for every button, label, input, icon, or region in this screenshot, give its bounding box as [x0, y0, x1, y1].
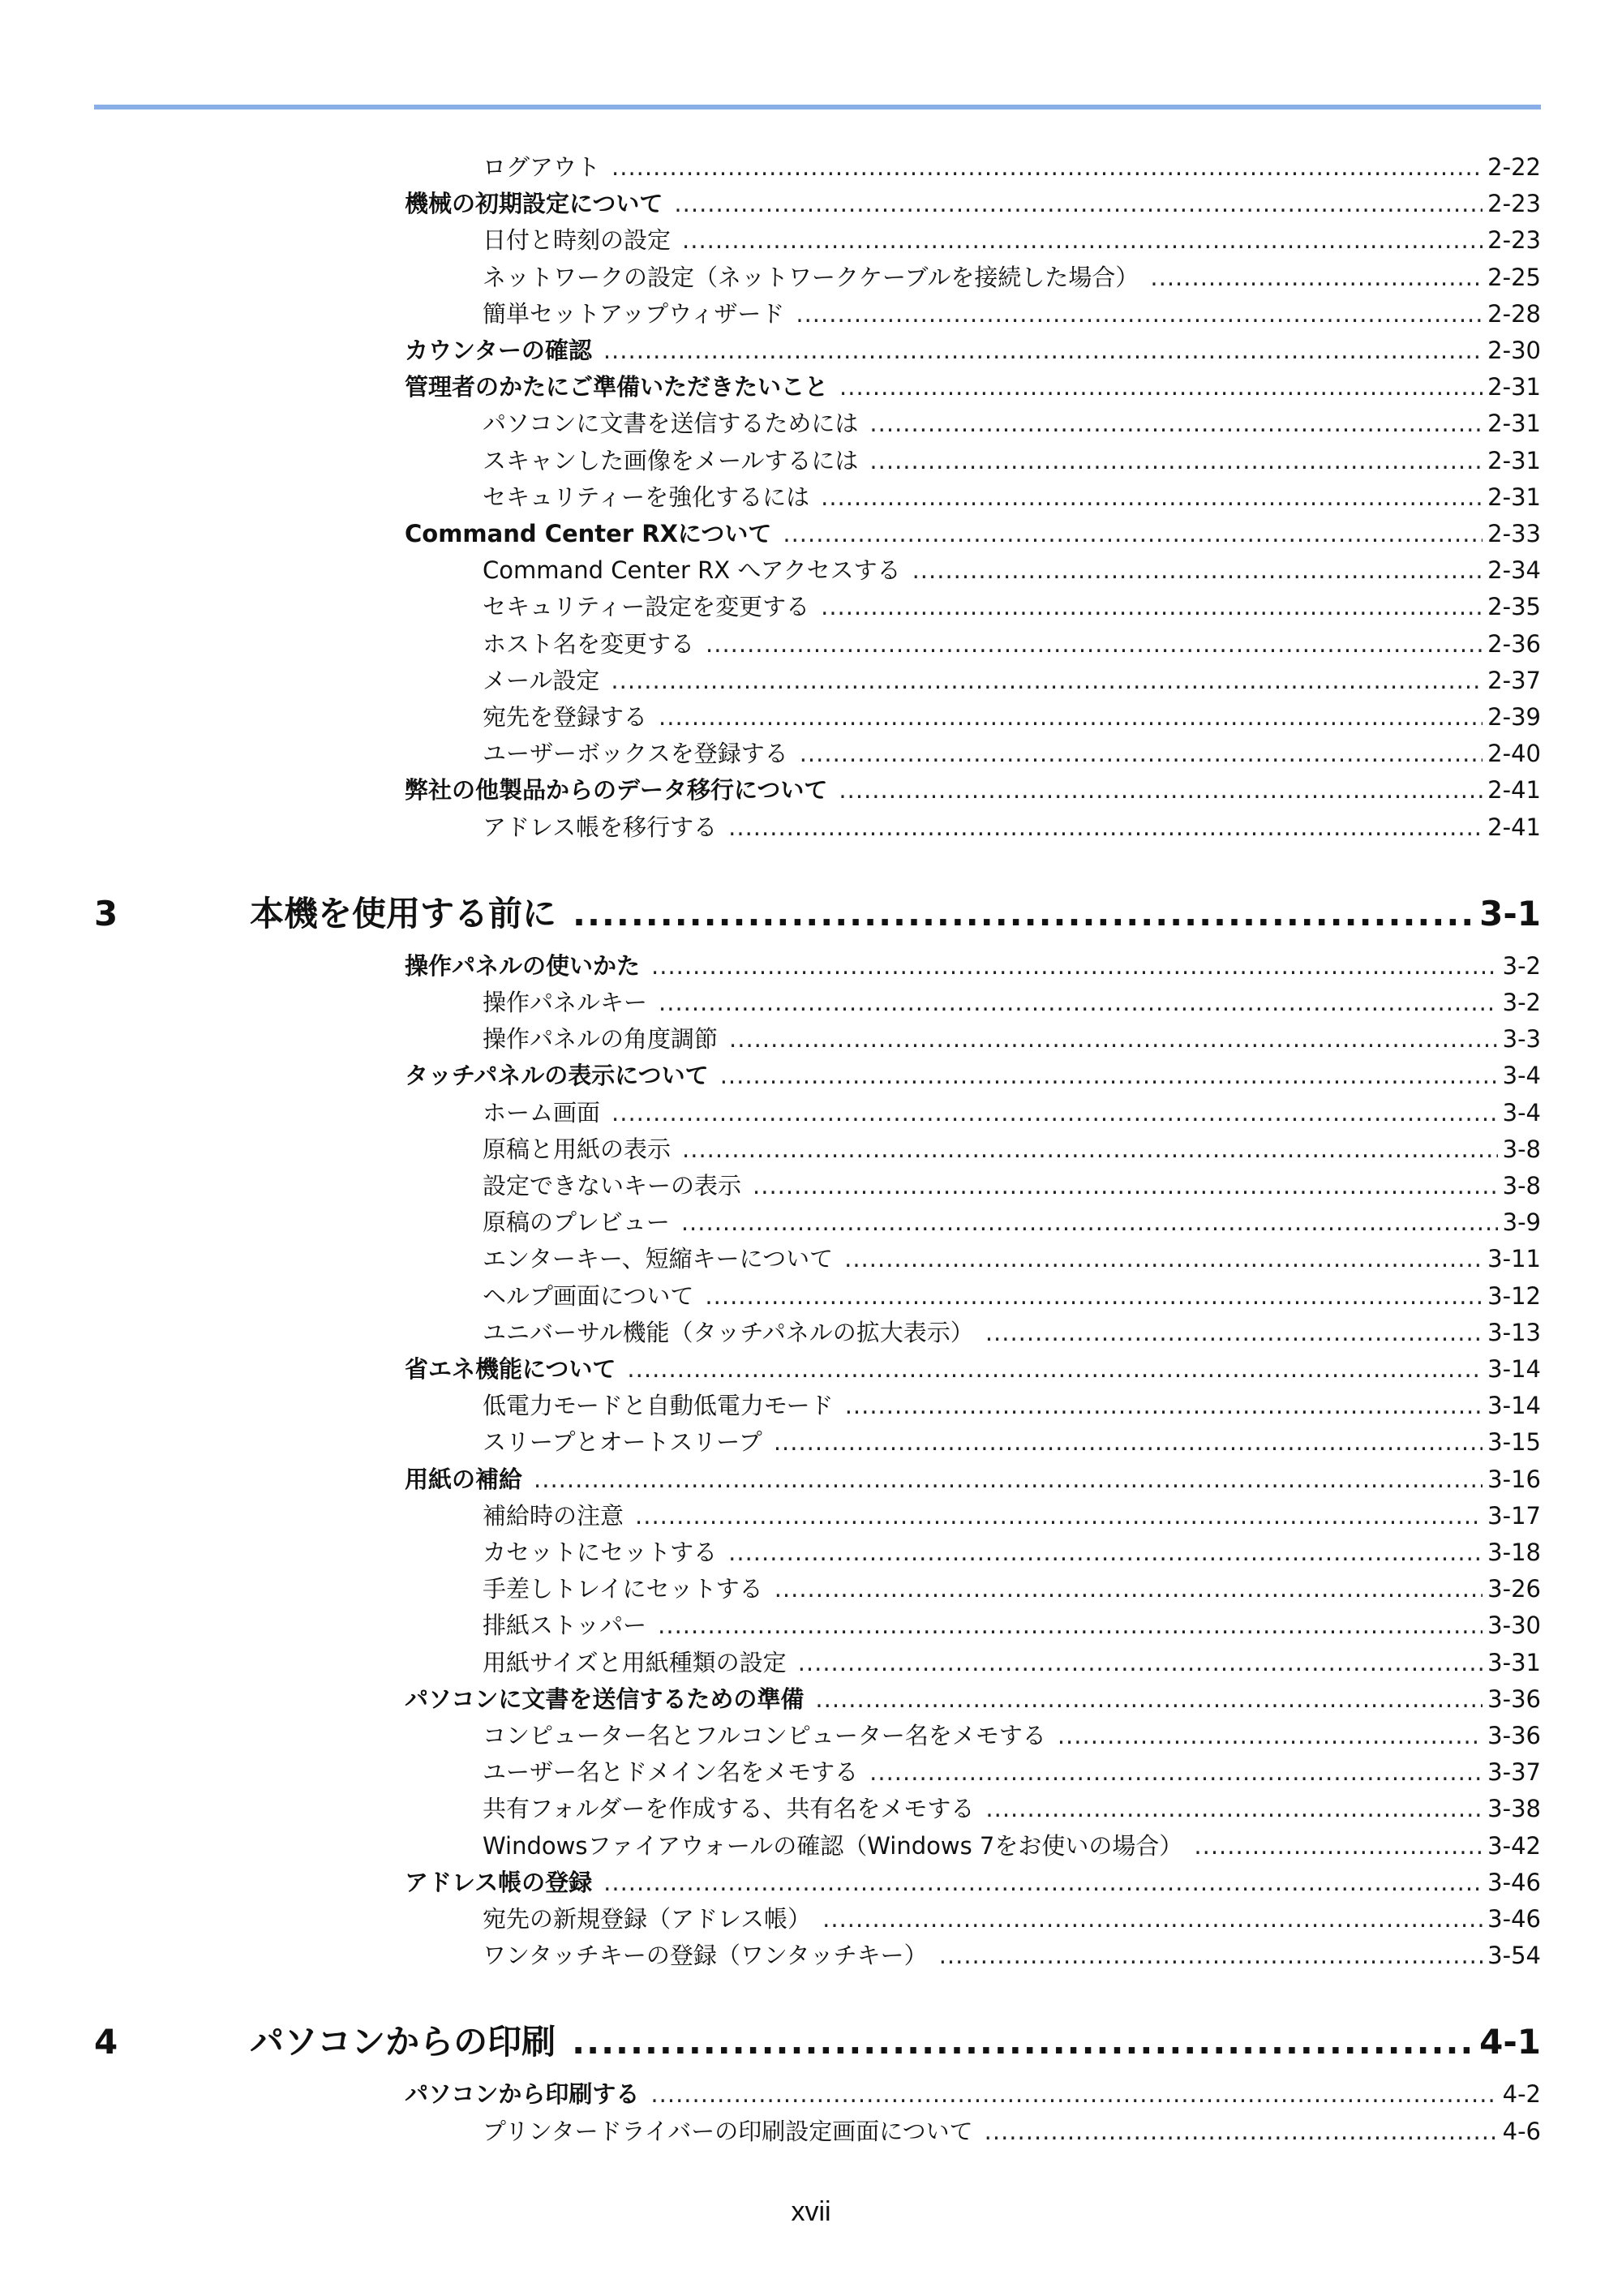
entry-page-number: 2-31: [1487, 446, 1541, 474]
dot-leader: [796, 296, 1483, 332]
entry-title: カセットにセットする: [483, 1539, 718, 1566]
entry-title: ユーザー名とドメイン名をメモする: [483, 1758, 859, 1787]
entry-title: 機械の初期設定について: [405, 190, 663, 218]
entry-title: 弊社の他製品からのデータ移行について: [405, 776, 828, 805]
dot-leader: [681, 1204, 1498, 1240]
toc-section-entry[interactable]: [405, 186, 1541, 221]
entry-page-number: 3-12: [1487, 1281, 1541, 1310]
dot-leader: [720, 1058, 1498, 1093]
entry-page-number: 3-37: [1487, 1758, 1541, 1787]
dot-leader: [651, 948, 1498, 984]
entry-page-number: 2-23: [1487, 226, 1541, 255]
entry-page-number: 3-36: [1487, 1684, 1541, 1713]
toc-subsection-entry[interactable]: [483, 1241, 1541, 1277]
entry-title: ネットワークの設定（ネットワークケーブルを接続した場合）: [483, 263, 1139, 291]
entry-page-number: 2-30: [1487, 337, 1541, 364]
entry-title: ログアウト: [483, 153, 601, 181]
toc-subsection-entry[interactable]: [483, 1534, 1541, 1570]
chapter-number: 4: [94, 2022, 118, 2062]
dot-leader: [1058, 1718, 1483, 1753]
entry-title: 補給時の注意: [483, 1501, 624, 1530]
entry-page-number: 3-16: [1487, 1465, 1541, 1493]
entry-page-number: 2-35: [1487, 593, 1541, 621]
chapter-page-number: 4-1: [1479, 2022, 1541, 2062]
entry-page-number: 4-6: [1502, 2117, 1541, 2145]
entry-title: エンターキー、短縮キーについて: [483, 1245, 834, 1273]
entry-title: 排紙ストッパー: [483, 1611, 647, 1640]
dot-leader: [939, 1938, 1483, 1973]
toc-subsection-entry[interactable]: [483, 260, 1541, 295]
entry-title: ヘルプ画面について: [483, 1281, 694, 1310]
entry-page-number: 3-38: [1487, 1795, 1541, 1823]
entry-page-number: 3-14: [1487, 1392, 1541, 1420]
entry-title: ユニバーサル機能（タッチパネルの拡大表示）: [483, 1318, 974, 1346]
toc-subsection-entry[interactable]: [483, 663, 1541, 698]
dot-leader: [869, 1754, 1483, 1790]
toc-section-entry[interactable]: [405, 516, 1541, 551]
dot-leader: [573, 888, 1476, 940]
toc-subsection-entry[interactable]: [483, 1315, 1541, 1350]
toc-subsection-entry[interactable]: [483, 222, 1541, 258]
entry-page-number: 3-18: [1487, 1539, 1541, 1566]
chapter-page-number: 3-1: [1479, 893, 1541, 933]
toc-subsection-entry[interactable]: [483, 406, 1541, 441]
toc-subsection-entry[interactable]: [483, 1718, 1541, 1753]
entry-page-number: 2-41: [1487, 813, 1541, 841]
entry-page-number: 3-8: [1502, 1135, 1541, 1163]
entry-title: アドレス帳を移行する: [483, 813, 718, 841]
entry-title: 宛先の新規登録（アドレス帳）: [483, 1905, 812, 1933]
toc-subsection-entry[interactable]: [483, 443, 1541, 479]
entry-title: ホスト名を変更する: [483, 629, 695, 658]
entry-page-number: 2-40: [1487, 740, 1541, 768]
dot-leader: [985, 1315, 1483, 1350]
toc-section-entry[interactable]: [405, 2076, 1541, 2112]
entry-title: 日付と時刻の設定: [483, 226, 672, 255]
dot-leader: [1150, 260, 1483, 295]
dot-leader: [821, 589, 1483, 624]
dot-leader: [611, 1095, 1498, 1131]
toc-subsection-entry[interactable]: [483, 1095, 1541, 1131]
toc-subsection-entry[interactable]: [483, 1021, 1541, 1057]
dot-leader: [627, 1351, 1483, 1387]
entry-title: アドレス帳の登録: [405, 1868, 593, 1896]
dot-leader: [534, 1461, 1483, 1497]
entry-title: 用紙の補給: [405, 1465, 523, 1493]
toc-subsection-entry[interactable]: [483, 1938, 1541, 1973]
entry-page-number: 3-2: [1502, 989, 1541, 1016]
entry-page-number: 3-42: [1487, 1831, 1541, 1860]
toc-section-entry[interactable]: [405, 333, 1541, 368]
entry-page-number: 2-34: [1487, 556, 1541, 585]
dot-leader: [753, 1168, 1498, 1204]
toc-section-entry[interactable]: [405, 1865, 1541, 1900]
entry-title: 操作パネルの使いかた: [405, 951, 641, 980]
dot-leader: [821, 479, 1483, 515]
toc-subsection-entry[interactable]: [483, 1388, 1541, 1423]
entry-title: コンピューター名とフルコンピューター名をメモする: [483, 1722, 1046, 1749]
dot-leader: [682, 1131, 1498, 1167]
toc-subsection-entry[interactable]: [483, 1645, 1541, 1680]
entry-title: スキャンした画像をメールするには: [483, 446, 859, 474]
dot-leader: [1194, 1828, 1483, 1864]
entry-page-number: 2-36: [1487, 629, 1541, 658]
entry-page-number: 3-4: [1502, 1062, 1541, 1090]
entry-title: パソコンに文書を送信するための準備: [405, 1684, 805, 1713]
entry-title: 原稿のプレビュー: [483, 1208, 670, 1237]
entry-title: ユーザーボックスを登録する: [483, 740, 788, 768]
entry-page-number: 3-2: [1502, 951, 1541, 980]
entry-title: タッチパネルの表示について: [405, 1062, 709, 1090]
toc-section-entry[interactable]: [405, 948, 1541, 984]
dot-leader: [682, 222, 1483, 258]
chapter-heading[interactable]: [94, 888, 1541, 940]
toc-subsection-entry[interactable]: [483, 149, 1541, 185]
dot-leader: [869, 406, 1483, 441]
toc-section-entry[interactable]: [405, 1351, 1541, 1387]
entry-page-number: 2-31: [1487, 373, 1541, 401]
entry-page-number: 3-8: [1502, 1172, 1541, 1199]
entry-page-number: 3-54: [1487, 1942, 1541, 1970]
entry-page-number: 2-28: [1487, 299, 1541, 328]
dot-leader: [822, 1901, 1483, 1937]
toc-subsection-entry[interactable]: [483, 296, 1541, 332]
entry-page-number: 3-11: [1487, 1245, 1541, 1273]
toc-subsection-entry[interactable]: [483, 552, 1541, 588]
dot-leader: [658, 1607, 1483, 1643]
dot-leader: [800, 736, 1483, 771]
entry-title: 低電力モードと自動低電力モード: [483, 1392, 834, 1420]
toc-subsection-entry[interactable]: [483, 2114, 1541, 2149]
dot-leader: [603, 1865, 1483, 1900]
entry-page-number: 3-14: [1487, 1355, 1541, 1383]
entry-title: Command Center RXについて: [405, 520, 772, 547]
entry-title: スリープとオートスリープ: [483, 1428, 762, 1457]
dot-leader: [659, 699, 1483, 735]
entry-title: 操作パネルキー: [483, 989, 648, 1016]
toc-subsection-entry[interactable]: [483, 699, 1541, 735]
dot-leader: [774, 1424, 1483, 1460]
entry-page-number: 3-3: [1502, 1025, 1541, 1054]
toc-subsection-entry[interactable]: [483, 1131, 1541, 1167]
dot-leader: [603, 333, 1483, 368]
toc-subsection-entry[interactable]: [483, 1498, 1541, 1534]
entry-title: パソコンに文書を送信するためには: [483, 410, 859, 438]
chapter-number: 3: [94, 893, 118, 933]
toc-subsection-entry[interactable]: [483, 479, 1541, 515]
entry-title: 省エネ機能について: [405, 1355, 616, 1383]
entry-page-number: 2-37: [1487, 666, 1541, 694]
toc-subsection-entry[interactable]: [483, 1204, 1541, 1240]
dot-leader: [869, 443, 1483, 479]
entry-title: プリンタードライバーの印刷設定画面について: [483, 2117, 973, 2145]
dot-leader: [706, 626, 1483, 662]
chapter-heading[interactable]: [94, 2016, 1541, 2068]
entry-page-number: 4-2: [1502, 2080, 1541, 2109]
entry-page-number: 3-46: [1487, 1905, 1541, 1933]
dot-leader: [844, 1241, 1483, 1277]
page-number: xvii: [791, 2196, 831, 2227]
dot-leader: [611, 149, 1483, 185]
entry-page-number: 2-25: [1487, 263, 1541, 291]
entry-page-number: 3-30: [1487, 1611, 1541, 1640]
entry-title: 宛先を登録する: [483, 703, 648, 731]
dot-leader: [845, 1388, 1483, 1423]
entry-page-number: 3-13: [1487, 1318, 1541, 1346]
toc-subsection-entry[interactable]: [483, 1754, 1541, 1790]
entry-title: 用紙サイズと用紙種類の設定: [483, 1648, 787, 1676]
entry-page-number: 3-15: [1487, 1428, 1541, 1457]
dot-leader: [572, 2016, 1476, 2068]
entry-page-number: 2-22: [1487, 153, 1541, 181]
entry-title: 原稿と用紙の表示: [483, 1135, 672, 1163]
toc-subsection-entry[interactable]: [483, 1424, 1541, 1460]
entry-page-number: 2-23: [1487, 190, 1541, 218]
dot-leader: [839, 772, 1483, 808]
dot-leader: [728, 1534, 1483, 1570]
chapter-title: 本機を使用する前に: [250, 893, 557, 933]
dot-leader: [839, 369, 1483, 405]
entry-title: 簡単セットアップウィザード: [483, 299, 785, 328]
dot-leader: [611, 663, 1483, 698]
toc-subsection-entry[interactable]: [483, 589, 1541, 624]
dot-leader: [783, 516, 1483, 551]
entry-title: パソコンから印刷する: [405, 2080, 640, 2109]
entry-title: メール設定: [483, 666, 600, 694]
entry-page-number: 3-36: [1487, 1722, 1541, 1749]
entry-page-number: 2-31: [1487, 410, 1541, 438]
entry-page-number: 3-26: [1487, 1575, 1541, 1603]
entry-title: 共有フォルダーを作成する、共有名をメモする: [483, 1795, 975, 1823]
dot-leader: [729, 1021, 1498, 1057]
toc-subsection-entry[interactable]: [483, 1791, 1541, 1826]
dot-leader: [985, 2114, 1498, 2149]
dot-leader: [674, 186, 1483, 221]
entry-page-number: 3-31: [1487, 1648, 1541, 1676]
entry-page-number: 2-39: [1487, 703, 1541, 731]
dot-leader: [985, 1791, 1483, 1826]
entry-page-number: 3-9: [1502, 1208, 1541, 1237]
toc-section-entry[interactable]: [405, 1058, 1541, 1093]
entry-title: 管理者のかたにご準備いただきたいこと: [405, 373, 829, 401]
entry-page-number: 2-41: [1487, 776, 1541, 805]
toc-subsection-entry[interactable]: [483, 985, 1541, 1020]
toc-subsection-entry[interactable]: [483, 1828, 1541, 1864]
toc-subsection-entry[interactable]: [483, 1168, 1541, 1204]
dot-leader: [635, 1498, 1483, 1534]
toc-subsection-entry[interactable]: [483, 626, 1541, 662]
dot-leader: [705, 1278, 1483, 1314]
dot-leader: [798, 1645, 1483, 1680]
entry-title: ホーム画面: [483, 1098, 601, 1127]
entry-title: Windowsファイアウォールの確認（Windows 7をお使いの場合）: [483, 1831, 1183, 1860]
entry-page-number: 3-4: [1502, 1098, 1541, 1127]
entry-title: 設定できないキーの表示: [483, 1172, 742, 1199]
entry-title: カウンターの確認: [405, 337, 592, 364]
toc-subsection-entry[interactable]: [483, 736, 1541, 771]
toc-subsection-entry[interactable]: [483, 1571, 1541, 1607]
chapter-title: パソコンからの印刷: [250, 2022, 556, 2062]
entry-page-number: 3-17: [1487, 1501, 1541, 1530]
dot-leader: [650, 2076, 1497, 2112]
entry-title: 手差しトレイにセットする: [483, 1575, 763, 1603]
entry-title: Command Center RX へアクセスする: [483, 556, 901, 585]
toc-section-entry[interactable]: [405, 772, 1541, 808]
entry-page-number: 2-33: [1487, 520, 1541, 547]
toc-subsection-entry[interactable]: [483, 1278, 1541, 1314]
dot-leader: [775, 1571, 1483, 1607]
dot-leader: [659, 985, 1498, 1020]
entry-title: セキュリティーを強化するには: [483, 483, 810, 511]
toc-section-entry[interactable]: [405, 369, 1541, 405]
toc-subsection-entry[interactable]: [483, 809, 1541, 845]
dot-leader: [728, 809, 1483, 845]
entry-title: 操作パネルの角度調節: [483, 1025, 719, 1054]
entry-title: ワンタッチキーの登録（ワンタッチキー）: [483, 1942, 928, 1970]
entry-page-number: 2-31: [1487, 483, 1541, 511]
toc-subsection-entry[interactable]: [483, 1607, 1541, 1643]
toc-subsection-entry[interactable]: [483, 1901, 1541, 1937]
toc-section-entry[interactable]: [405, 1461, 1541, 1497]
entry-title: セキュリティー設定を変更する: [483, 593, 810, 621]
dot-leader: [912, 552, 1483, 588]
toc-section-entry[interactable]: [405, 1681, 1541, 1717]
dot-leader: [815, 1681, 1483, 1717]
entry-page-number: 3-46: [1487, 1868, 1541, 1896]
